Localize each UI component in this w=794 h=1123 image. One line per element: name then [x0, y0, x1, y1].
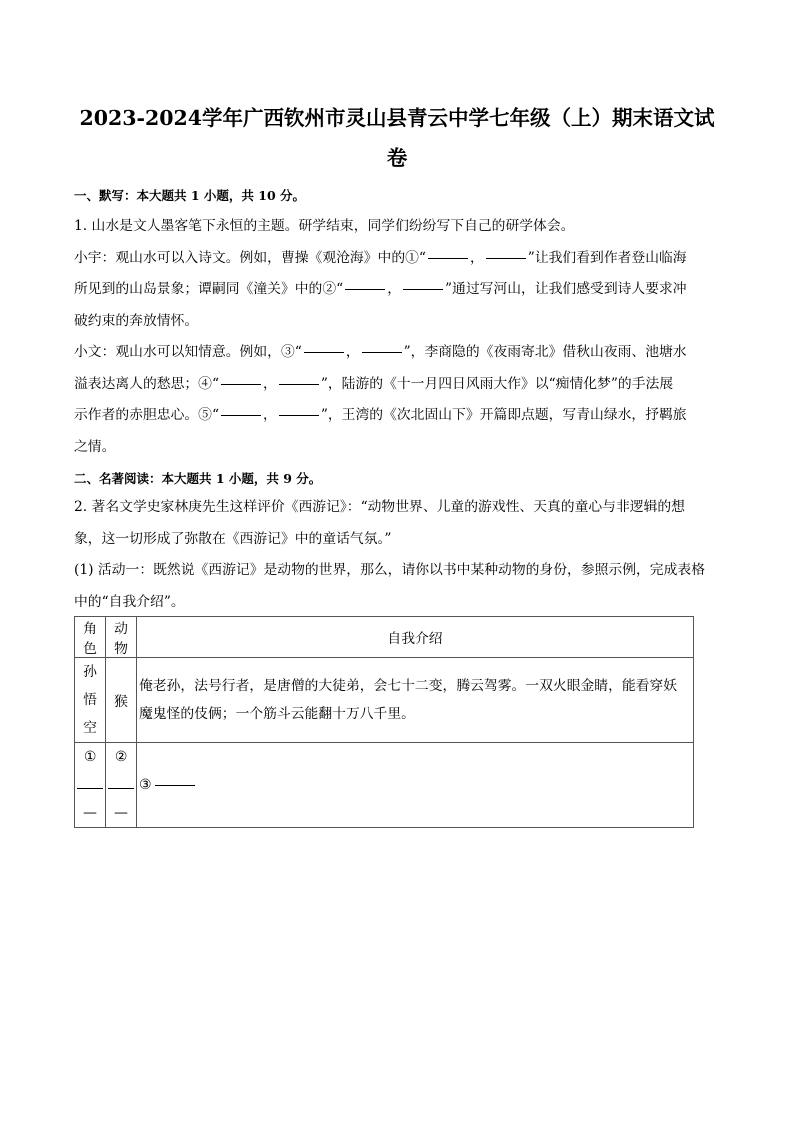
cell-role: 孙悟 空: [75, 658, 106, 743]
blank-1b[interactable]: [486, 257, 526, 259]
cell-role-answer[interactable]: ① —: [75, 743, 106, 828]
xiaowen-line-4: 之情。: [74, 438, 116, 455]
blank-5b[interactable]: [279, 414, 319, 416]
blank-5a[interactable]: [221, 414, 261, 416]
section-2-heading: 二、名著阅读：本大题共 1 小题，共 9 分。: [74, 471, 322, 486]
header-intro: 自我介绍: [137, 617, 694, 658]
xiaowen-line-1: 小文：观山水可以知情意。例如，③“ ， ”，李商隐的《夜雨寄北》借秋山夜雨、池塘水: [74, 344, 687, 360]
blank-4b[interactable]: [279, 383, 319, 385]
blank-2b[interactable]: [403, 288, 443, 290]
cell-animal: 猴: [106, 658, 137, 743]
question-1: [74, 211, 726, 463]
header-animal: 动物: [106, 617, 137, 658]
xiaoyu-line-1: 小宇：观山水可以入诗文。例如，曹操《观沧海》中的①“ ， ”让我们看到作者登山临海: [74, 249, 687, 266]
blank-3b[interactable]: [362, 351, 402, 353]
xiaowen-line-3: 示作者的赤胆忠心。⑤“ ， ”，王湾的《次北固山下》开篇即点题，写青山绿水，抒羁旅: [74, 407, 687, 423]
xiaoyu-line-2: 所见到的山岛景象；谭嗣同《潼关》中的②“ ， ”通过写河山，让我们感受到诗人要求冲: [74, 281, 687, 297]
blank-2a[interactable]: [345, 288, 385, 290]
self-intro-table: [74, 616, 694, 828]
blank-3a[interactable]: [304, 351, 344, 353]
blank-1a[interactable]: [428, 257, 468, 259]
header-role: 角色: [75, 617, 106, 658]
section-1-heading: 一、默写：本大题共 1 小题，共 10 分。: [74, 188, 306, 203]
q1-intro: 1. 山水是文人墨客笔下永恒的主题。研学结束，同学们纷纷写下自己的研学体会。: [74, 218, 575, 234]
table-row: [75, 743, 694, 828]
table-header-row: [75, 617, 694, 658]
blank-intro[interactable]: [155, 784, 195, 786]
cell-animal-answer[interactable]: ② —: [106, 743, 137, 828]
blank-4a[interactable]: [221, 383, 261, 385]
title-line-1: 2023-2024学年广西钦州市灵山县青云中学七年级（上）期末语文试: [79, 106, 715, 130]
cell-intro: 俺老孙，法号行者，是唐僧的大徒弟，会七十二变，腾云驾雾。一双火眼金睛，能看穿妖 魔鬼怪的伎俩；一个筋斗云能翻十万八千里。: [137, 658, 694, 743]
exam-title: [60, 98, 734, 178]
sub1-line-1: (1) 活动一：既然说《西游记》是动物的世界，那么，请你以书中某种动物的身份，参照示例，完成表格: [74, 562, 705, 578]
cell-intro-answer[interactable]: ③: [137, 743, 694, 828]
title-line-2: 卷: [386, 146, 408, 170]
q2-line-2: 象，这一切形成了弥散在《西游记》中的童话气氛。”: [74, 530, 392, 547]
q2-line-1: 2. 著名文学史家林庚先生这样评价《西游记》：“动物世界、儿童的游戏性、天真的童心与非逻辑的想: [74, 499, 685, 515]
xiaowen-line-2: 溢表达离人的愁思；④“ ， ”，陆游的《十一月四日风雨大作》以“痴情化梦”的手法展: [74, 375, 674, 392]
table-row: [75, 658, 694, 743]
question-2: [74, 492, 726, 618]
sub1-line-2: 中的“自我介绍”。: [74, 593, 185, 610]
xiaoyu-line-3: 破约束的奔放情怀。: [74, 312, 199, 329]
